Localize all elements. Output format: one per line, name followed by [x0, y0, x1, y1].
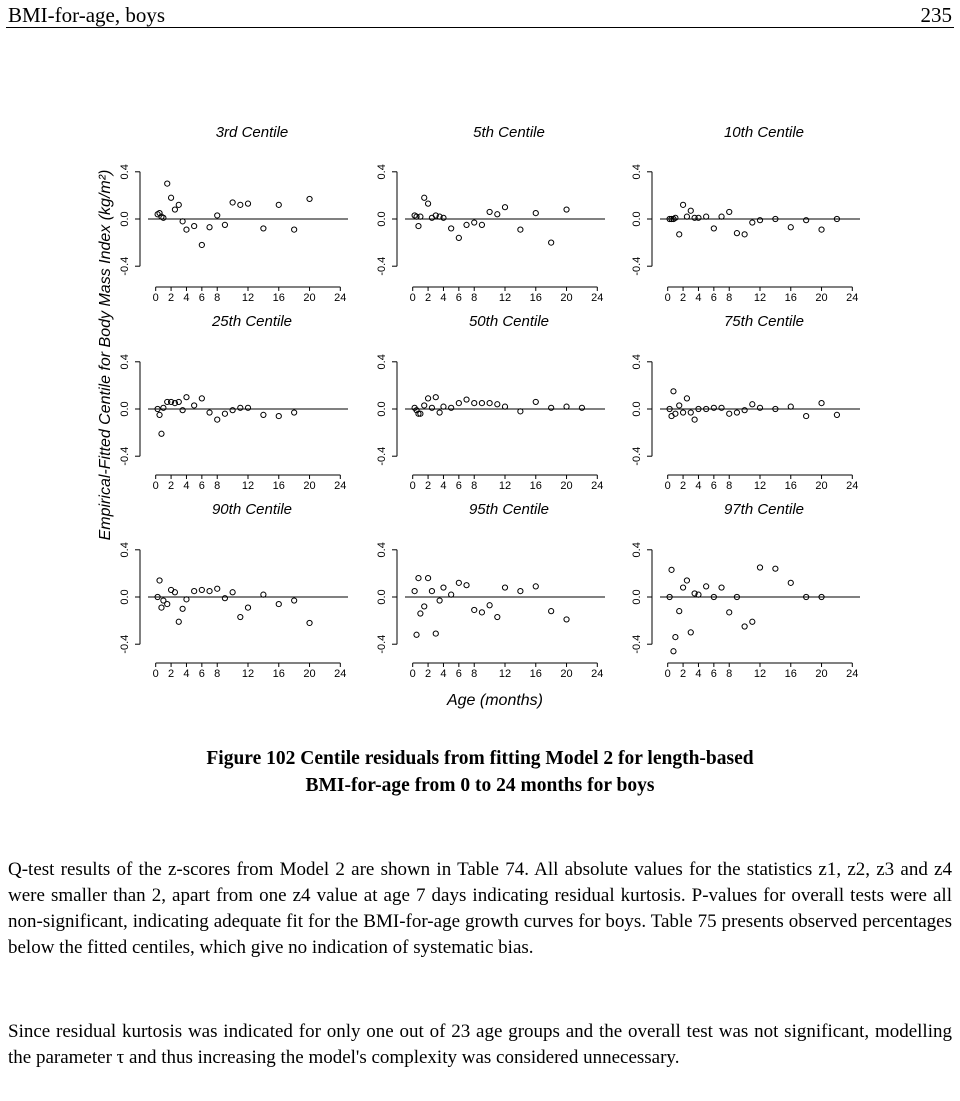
data-point: [159, 431, 164, 436]
data-point: [719, 214, 724, 219]
data-point: [165, 181, 170, 186]
data-point: [673, 411, 678, 416]
y-tick-label: 0.4: [376, 542, 388, 558]
data-point: [788, 580, 793, 585]
data-point: [276, 202, 281, 207]
x-tick-label: 4: [695, 480, 702, 492]
data-point: [579, 405, 584, 410]
data-point: [215, 417, 220, 422]
x-tick-label: 8: [726, 480, 733, 492]
y-tick-label: 0.0: [631, 211, 643, 227]
data-point: [742, 408, 747, 413]
y-tick-label: 0.4: [376, 164, 388, 180]
y-tick-label: -0.4: [631, 446, 643, 466]
data-point: [688, 410, 693, 415]
data-point: [495, 212, 500, 217]
x-tick-label: 16: [784, 292, 797, 304]
data-point: [564, 404, 569, 409]
data-point: [184, 597, 189, 602]
data-point: [433, 631, 438, 636]
data-point: [276, 413, 281, 418]
data-point: [176, 202, 181, 207]
data-point: [292, 227, 297, 232]
data-point: [549, 609, 554, 614]
x-tick-label: 24: [334, 480, 347, 492]
data-point: [464, 583, 469, 588]
x-tick-label: 20: [560, 480, 573, 492]
data-point: [680, 585, 685, 590]
data-point: [688, 208, 693, 213]
y-tick-label: 0.0: [631, 589, 643, 605]
data-point: [564, 617, 569, 622]
x-tick-label: 2: [168, 292, 175, 304]
y-tick-label: -0.4: [119, 256, 131, 276]
data-point: [180, 606, 185, 611]
data-point: [502, 585, 507, 590]
x-tick-label: 8: [726, 668, 733, 680]
x-tick-label: 16: [529, 668, 542, 680]
body-paragraph-2: Since residual kurtosis was indicated for only one out of 23 age groups and the overall test was not significant, modelling the parameter τ and thus increasing the model's complexity was considered unnecessary.: [8, 1021, 952, 1068]
data-point: [773, 566, 778, 571]
x-tick-label: 2: [680, 480, 687, 492]
y-tick-label: 0.0: [631, 401, 643, 417]
x-tick-label: 0: [152, 668, 159, 680]
x-tick-label: 2: [425, 668, 432, 680]
data-point: [261, 226, 266, 231]
y-tick-label: -0.4: [631, 634, 643, 654]
data-point: [788, 225, 793, 230]
x-tick-label: 20: [815, 668, 828, 680]
x-tick-label: 24: [846, 480, 859, 492]
data-point: [230, 590, 235, 595]
data-point: [222, 596, 227, 601]
data-point: [230, 408, 235, 413]
caption-line-1: Figure 102 Centile residuals from fitting Model 2 for length-based: [206, 748, 754, 769]
data-point: [734, 410, 739, 415]
data-point: [669, 567, 674, 572]
data-point: [464, 222, 469, 227]
data-point: [180, 408, 185, 413]
x-tick-label: 12: [498, 668, 512, 680]
data-point: [159, 605, 164, 610]
x-tick-label: 16: [784, 668, 797, 680]
data-point: [192, 403, 197, 408]
data-point: [180, 219, 185, 224]
page-header: [0, 0, 960, 28]
data-point: [215, 213, 220, 218]
data-point: [172, 207, 177, 212]
x-tick-label: 0: [664, 292, 671, 304]
data-point: [487, 401, 492, 406]
x-tick-label: 0: [664, 668, 671, 680]
data-point: [418, 214, 423, 219]
y-tick-label: 0.4: [631, 354, 643, 370]
y-tick-label: 0.4: [631, 164, 643, 180]
data-point: [479, 222, 484, 227]
data-point: [441, 404, 446, 409]
data-point: [671, 649, 676, 654]
x-tick-label: 8: [726, 292, 733, 304]
data-point: [422, 403, 427, 408]
x-tick-label: 4: [183, 480, 190, 492]
data-point: [157, 412, 162, 417]
data-point: [199, 396, 204, 401]
figure-caption: [0, 745, 960, 799]
data-point: [429, 215, 434, 220]
x-tick-label: 8: [471, 480, 478, 492]
x-tick-label: 12: [753, 480, 767, 492]
x-tick-label: 16: [272, 480, 285, 492]
data-point: [215, 586, 220, 591]
data-point: [161, 405, 166, 410]
data-point: [199, 587, 204, 592]
data-point: [696, 215, 701, 220]
x-tick-label: 6: [198, 292, 205, 304]
data-point: [533, 584, 538, 589]
data-point: [819, 401, 824, 406]
data-point: [518, 589, 523, 594]
data-point: [719, 585, 724, 590]
x-tick-label: 16: [272, 292, 285, 304]
x-tick-label: 16: [784, 480, 797, 492]
x-tick-label: 4: [183, 668, 190, 680]
data-point: [412, 589, 417, 594]
x-tick-label: 6: [198, 480, 205, 492]
x-tick-label: 2: [425, 480, 432, 492]
data-point: [677, 609, 682, 614]
x-tick-label: 24: [846, 292, 859, 304]
data-point: [238, 405, 243, 410]
y-tick-label: -0.4: [631, 256, 643, 276]
data-point: [414, 632, 419, 637]
x-tick-label: 8: [471, 668, 478, 680]
data-point: [727, 610, 732, 615]
data-point: [422, 604, 427, 609]
x-tick-label: 12: [498, 292, 512, 304]
data-point: [199, 242, 204, 247]
data-point: [502, 404, 507, 409]
data-point: [472, 220, 477, 225]
data-point: [518, 409, 523, 414]
x-tick-label: 24: [846, 668, 859, 680]
x-tick-label: 2: [168, 480, 175, 492]
x-tick-label: 2: [425, 292, 432, 304]
panel-title: 90th Centile: [211, 501, 293, 518]
data-point: [207, 589, 212, 594]
data-point: [688, 630, 693, 635]
data-point: [176, 619, 181, 624]
y-tick-label: 0.0: [119, 589, 131, 605]
panel-title: 95th Centile: [468, 501, 550, 518]
data-point: [418, 611, 423, 616]
y-tick-label: 0.4: [119, 354, 131, 370]
x-axis-title: Age (months): [446, 692, 544, 709]
data-point: [684, 578, 689, 583]
data-point: [245, 201, 250, 206]
data-point: [533, 211, 538, 216]
y-axis-title: Empirical-Fitted Centile for Body Mass Index (kg/m²): [97, 169, 114, 541]
data-point: [788, 404, 793, 409]
x-tick-label: 6: [710, 668, 717, 680]
data-point: [819, 227, 824, 232]
data-point: [456, 580, 461, 585]
data-point: [238, 202, 243, 207]
data-point: [292, 598, 297, 603]
panel-title: 5th Centile: [473, 124, 545, 141]
page-number: 235: [920, 3, 952, 27]
data-point: [750, 220, 755, 225]
data-point: [429, 405, 434, 410]
data-point: [261, 412, 266, 417]
data-point: [437, 598, 442, 603]
data-point: [449, 592, 454, 597]
x-tick-label: 0: [409, 292, 416, 304]
data-point: [307, 196, 312, 201]
x-tick-label: 0: [664, 480, 671, 492]
panel-title: 75th Centile: [723, 313, 805, 330]
x-tick-label: 20: [560, 292, 573, 304]
data-point: [518, 227, 523, 232]
x-tick-label: 4: [440, 668, 447, 680]
x-tick-label: 12: [753, 292, 767, 304]
data-point: [441, 585, 446, 590]
data-point: [704, 584, 709, 589]
data-point: [307, 620, 312, 625]
x-tick-label: 24: [591, 668, 604, 680]
data-point: [168, 195, 173, 200]
x-tick-label: 12: [241, 480, 255, 492]
data-point: [416, 576, 421, 581]
x-tick-label: 8: [471, 292, 478, 304]
data-point: [425, 201, 430, 206]
data-point: [677, 232, 682, 237]
x-tick-label: 12: [241, 292, 255, 304]
data-point: [222, 411, 227, 416]
data-point: [704, 214, 709, 219]
data-point: [757, 218, 762, 223]
caption-line-2: BMI-for-age from 0 to 24 months for boys: [305, 775, 655, 796]
x-tick-label: 8: [214, 292, 221, 304]
x-tick-label: 4: [440, 480, 447, 492]
y-tick-label: 0.0: [376, 401, 388, 417]
y-tick-label: 0.4: [376, 354, 388, 370]
x-tick-label: 20: [303, 480, 316, 492]
panel-title: 10th Centile: [723, 124, 805, 141]
x-tick-label: 12: [498, 480, 512, 492]
y-tick-label: -0.4: [376, 634, 388, 654]
data-point: [230, 200, 235, 205]
x-tick-label: 16: [529, 480, 542, 492]
data-point: [742, 232, 747, 237]
data-point: [495, 402, 500, 407]
y-tick-label: 0.0: [376, 589, 388, 605]
x-tick-label: 20: [560, 668, 573, 680]
data-point: [684, 396, 689, 401]
data-point: [172, 590, 177, 595]
data-point: [456, 401, 461, 406]
y-tick-label: 0.4: [119, 164, 131, 180]
data-point: [750, 402, 755, 407]
data-point: [168, 587, 173, 592]
y-tick-label: -0.4: [119, 634, 131, 654]
y-tick-label: -0.4: [376, 446, 388, 466]
x-tick-label: 16: [272, 668, 285, 680]
data-point: [207, 225, 212, 230]
data-point: [711, 226, 716, 231]
data-point: [673, 635, 678, 640]
x-tick-label: 4: [695, 292, 702, 304]
x-tick-label: 24: [591, 480, 604, 492]
data-point: [276, 601, 281, 606]
x-tick-label: 0: [152, 292, 159, 304]
y-tick-label: 0.0: [119, 211, 131, 227]
data-point: [487, 603, 492, 608]
running-title: BMI-for-age, boys: [8, 3, 166, 27]
y-tick-label: 0.0: [119, 401, 131, 417]
x-tick-label: 0: [152, 480, 159, 492]
x-tick-label: 8: [214, 480, 221, 492]
data-point: [437, 410, 442, 415]
data-point: [727, 209, 732, 214]
x-tick-label: 12: [753, 668, 767, 680]
x-tick-label: 20: [303, 292, 316, 304]
x-tick-label: 24: [591, 292, 604, 304]
data-point: [711, 405, 716, 410]
data-point: [804, 218, 809, 223]
data-point: [192, 589, 197, 594]
data-point: [222, 222, 227, 227]
panel-title: 3rd Centile: [215, 124, 289, 141]
data-point: [429, 589, 434, 594]
data-point: [677, 403, 682, 408]
data-point: [207, 410, 212, 415]
data-point: [456, 235, 461, 240]
data-point: [692, 417, 697, 422]
data-point: [261, 592, 266, 597]
x-tick-label: 6: [455, 668, 462, 680]
data-point: [742, 624, 747, 629]
x-tick-label: 6: [198, 668, 205, 680]
data-point: [671, 389, 676, 394]
data-point: [479, 610, 484, 615]
y-tick-label: 0.4: [119, 542, 131, 558]
data-point: [533, 399, 538, 404]
data-point: [238, 614, 243, 619]
header-rule: [6, 27, 954, 28]
data-point: [416, 223, 421, 228]
data-point: [834, 412, 839, 417]
data-point: [292, 410, 297, 415]
data-point: [680, 410, 685, 415]
data-point: [564, 207, 569, 212]
data-point: [750, 619, 755, 624]
data-point: [184, 227, 189, 232]
data-point: [425, 576, 430, 581]
data-point: [757, 405, 762, 410]
x-tick-label: 24: [334, 668, 347, 680]
data-point: [192, 223, 197, 228]
data-point: [472, 401, 477, 406]
x-tick-label: 6: [455, 292, 462, 304]
x-tick-label: 2: [680, 292, 687, 304]
x-tick-label: 24: [334, 292, 347, 304]
data-point: [684, 214, 689, 219]
x-tick-label: 6: [710, 480, 717, 492]
data-point: [433, 395, 438, 400]
panel-title: 97th Centile: [723, 501, 805, 518]
data-point: [719, 405, 724, 410]
x-tick-label: 16: [529, 292, 542, 304]
x-tick-label: 8: [214, 668, 221, 680]
x-tick-label: 12: [241, 668, 255, 680]
data-point: [245, 605, 250, 610]
data-point: [464, 397, 469, 402]
body-paragraph-1: Q-test results of the z-scores from Model 2 are shown in Table 74. All absolute values for the statistics z1, z2, z3 and z4 were smaller than 2, apart from one z4 value at age 7 days indicating residual kurtosis. P-values for overall tests were all non-significant, indicating adequate fit for the BMI-for-age growth curves for boys. Table 75 presents observed percentages below the fitted centiles, which give no indication of systematic bias.: [8, 859, 952, 958]
x-tick-label: 20: [815, 480, 828, 492]
x-tick-label: 0: [409, 668, 416, 680]
panel-title: 50th Centile: [468, 313, 550, 330]
data-point: [449, 226, 454, 231]
data-point: [549, 240, 554, 245]
data-point: [757, 565, 762, 570]
data-point: [669, 413, 674, 418]
x-tick-label: 4: [183, 292, 190, 304]
data-point: [549, 405, 554, 410]
data-point: [502, 205, 507, 210]
data-point: [157, 578, 162, 583]
panel-title: 25th Centile: [211, 313, 293, 330]
data-point: [727, 411, 732, 416]
data-point: [487, 209, 492, 214]
x-tick-label: 4: [440, 292, 447, 304]
data-point: [734, 231, 739, 236]
data-point: [804, 413, 809, 418]
y-tick-label: 0.0: [376, 211, 388, 227]
x-tick-label: 0: [409, 480, 416, 492]
x-tick-label: 2: [680, 668, 687, 680]
data-point: [184, 395, 189, 400]
data-point: [479, 401, 484, 406]
x-tick-label: 6: [710, 292, 717, 304]
data-point: [495, 614, 500, 619]
y-tick-label: -0.4: [119, 446, 131, 466]
x-tick-label: 4: [695, 668, 702, 680]
x-tick-label: 20: [303, 668, 316, 680]
data-point: [425, 396, 430, 401]
data-point: [245, 405, 250, 410]
x-tick-label: 20: [815, 292, 828, 304]
y-tick-label: -0.4: [376, 256, 388, 276]
data-point: [472, 607, 477, 612]
y-tick-label: 0.4: [631, 542, 643, 558]
data-point: [449, 405, 454, 410]
x-tick-label: 2: [168, 668, 175, 680]
residual-plot-figure: [0, 30, 960, 720]
data-point: [165, 601, 170, 606]
x-tick-label: 6: [455, 480, 462, 492]
data-point: [680, 202, 685, 207]
data-point: [422, 195, 427, 200]
